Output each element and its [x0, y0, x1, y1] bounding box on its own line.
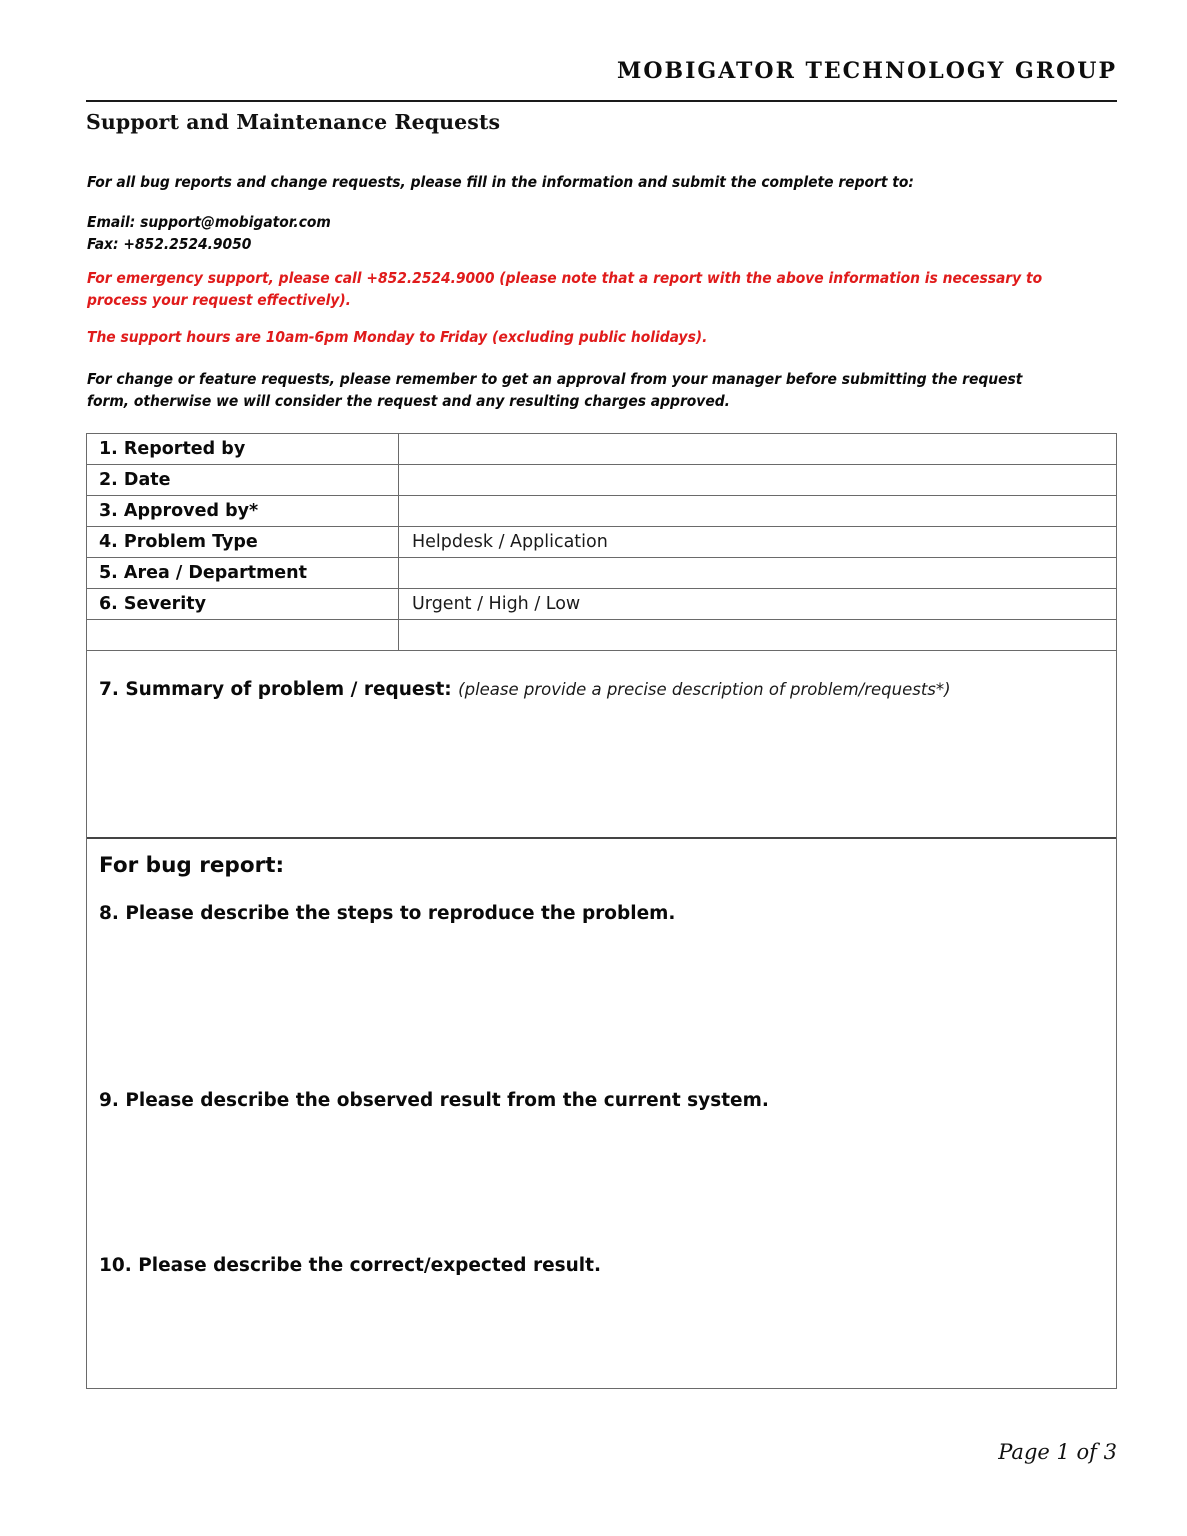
bug-question-10[interactable]: 10. Please describe the correct/expected result. [99, 1255, 602, 1276]
table-row [87, 527, 1117, 558]
document-title: Support and Maintenance Requests [86, 110, 501, 134]
approval-requirement-notice: For change or feature requests, please remember to get an approval from your manager before submitting the request form, otherwise we will consider the request and any resulting charges approved. [87, 370, 1023, 410]
summary-question-label: 7. Summary of problem / request: [99, 679, 452, 700]
field-label-blank [87, 620, 399, 651]
intro-instruction-text: For all bug reports and change requests, please fill in the information and submit the complete report to: [87, 173, 914, 191]
request-details-table [86, 433, 1117, 651]
field-value-reported-by[interactable] [399, 434, 1117, 465]
table-row [87, 465, 1117, 496]
table-row [87, 589, 1117, 620]
company-name-header: MOBIGATOR TECHNOLOGY GROUP [617, 58, 1117, 84]
header-divider-rule [86, 100, 1117, 102]
field-label-approved-by: 3. Approved by* [87, 496, 399, 527]
support-fax-line: Fax: +852.2524.9050 [87, 234, 252, 253]
summary-section[interactable] [87, 651, 1116, 839]
field-label-reported-by: 1. Reported by [87, 434, 399, 465]
field-value-area-department[interactable] [399, 558, 1117, 589]
bug-question-9[interactable]: 9. Please describe the observed result from the current system. [99, 1090, 769, 1111]
field-label-date: 2. Date [87, 465, 399, 496]
table-row [87, 434, 1117, 465]
field-label-severity: 6. Severity [87, 589, 399, 620]
field-label-problem-type: 4. Problem Type [87, 527, 399, 558]
table-row [87, 620, 1117, 651]
bug-report-heading: For bug report: [99, 853, 285, 878]
field-value-blank[interactable] [399, 620, 1117, 651]
summary-question-hint: (please provide a precise description of problem/requests*) [458, 680, 951, 699]
field-value-severity[interactable]: Urgent / High / Low [399, 589, 1117, 620]
summary-question-line [99, 679, 1116, 700]
field-value-approved-by[interactable] [399, 496, 1117, 527]
page-number-footer: Page 1 of 3 [998, 1440, 1117, 1464]
contact-info-block [87, 212, 1087, 255]
table-row [87, 558, 1117, 589]
support-hours-notice: The support hours are 10am-6pm Monday to Friday (excluding public holidays). [87, 328, 708, 346]
support-email-line: Email: support@mobigator.com [87, 213, 331, 231]
field-value-problem-type[interactable]: Helpdesk / Application [399, 527, 1117, 558]
bug-question-8[interactable]: 8. Please describe the steps to reproduce the problem. [99, 903, 676, 924]
field-value-date[interactable] [399, 465, 1117, 496]
emergency-support-notice: For emergency support, please call +852.2524.9000 (please note that a report with the above information is necessary to process your request effectively). [87, 269, 1043, 309]
field-label-area-department: 5. Area / Department [87, 558, 399, 589]
free-text-sections-box [86, 651, 1117, 1389]
table-row [87, 496, 1117, 527]
bug-report-section [87, 839, 1116, 1388]
